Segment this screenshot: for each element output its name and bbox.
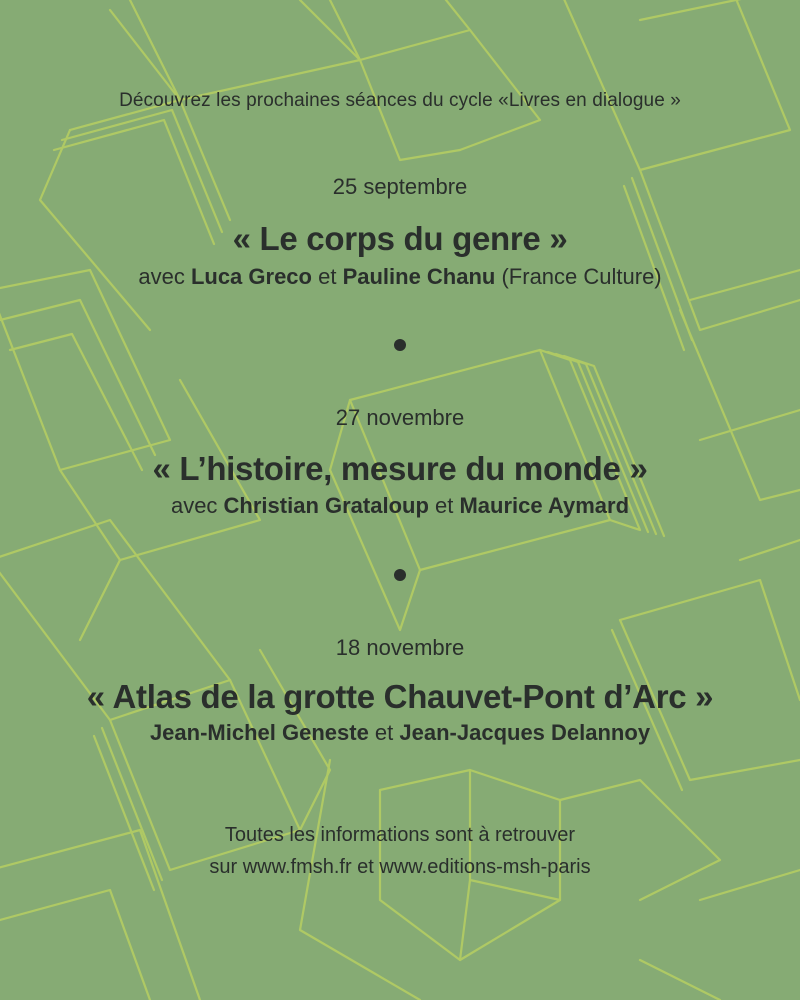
footer-line-1: Toutes les informations sont à retrouver bbox=[224, 824, 576, 846]
session-1-title: « Le corps du genre » bbox=[232, 220, 568, 257]
speaker-name: Jean-Michel Geneste bbox=[149, 720, 369, 745]
session-3-speakers bbox=[0, 720, 800, 746]
session-1-date: 25 septembre bbox=[332, 174, 468, 199]
speakers-prefix: avec bbox=[170, 493, 224, 518]
speaker-name: Christian Grataloup bbox=[223, 493, 429, 518]
session-2-date: 27 novembre bbox=[335, 405, 465, 430]
speaker-name: Jean-Jacques Delannoy bbox=[399, 720, 651, 745]
speakers-connector: et bbox=[311, 264, 343, 289]
speaker-name: Pauline Chanu bbox=[342, 264, 496, 289]
speakers-suffix: (France Culture) bbox=[495, 264, 662, 289]
speaker-name: Maurice Aymard bbox=[459, 493, 630, 518]
speaker-name: Luca Greco bbox=[190, 264, 312, 289]
separator-bullet bbox=[394, 339, 406, 351]
session-2-speakers bbox=[0, 493, 800, 519]
speakers-connector: et bbox=[368, 720, 400, 745]
session-2-title: « L’histoire, mesure du monde » bbox=[152, 450, 648, 487]
speakers-connector: et bbox=[428, 493, 460, 518]
separator-bullet bbox=[394, 569, 406, 581]
intro-text: Découvrez les prochaines séances du cycle «Livres en dialogue » bbox=[119, 90, 681, 111]
session-3-title: « Atlas de la grotte Chauvet-Pont d’Arc » bbox=[86, 678, 714, 715]
footer-line-2: sur www.fmsh.fr et www.editions-msh-paris bbox=[209, 856, 591, 878]
session-3-date: 18 novembre bbox=[335, 635, 465, 660]
speakers-prefix: avec bbox=[138, 264, 191, 289]
session-1-speakers bbox=[0, 264, 800, 290]
